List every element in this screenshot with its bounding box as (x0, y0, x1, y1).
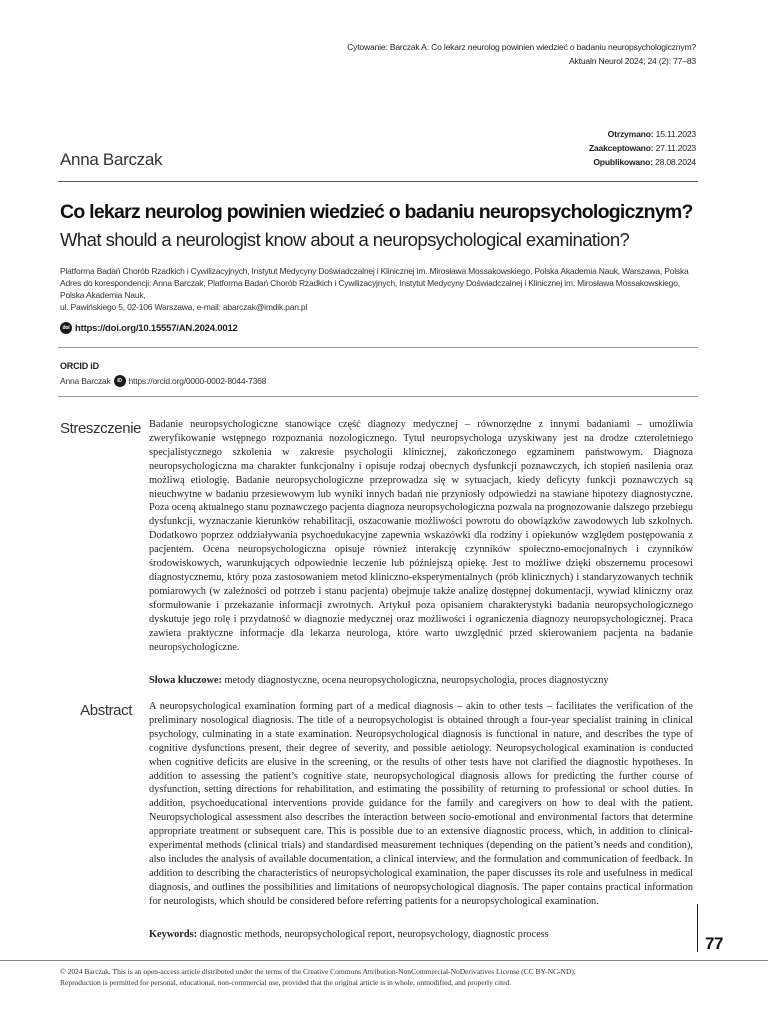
citation-line: Cytowanie: Barczak A: Co lekarz neurolog powinien wiedzieć o badaniu neuropsychologicznym? (347, 42, 696, 52)
keywords-english-label: Keywords: (149, 929, 198, 940)
orcid-author: Anna Barczak (60, 376, 111, 386)
doi-icon: doi (60, 322, 72, 334)
streszczenie-label: Streszczenie (60, 420, 142, 437)
keywords-polish-list: metody diagnostyczne, ocena neuropsychologiczna, neuropsychologia, proces diagnostyczny (224, 675, 609, 686)
doi-link[interactable]: https://doi.org/10.15557/AN.2024.0012 (75, 322, 238, 334)
license-line: Reproduction is permitted for personal, educational, non-commercial use, provided that the original article is in whole, unmodified, and properly cited. (60, 978, 512, 987)
keywords-english (149, 928, 693, 941)
title-english: What should a neurologist know about a neuropsychological examination? (60, 229, 630, 250)
keywords-polish-label: Słowa kluczowe: (149, 675, 222, 686)
article-dates (589, 127, 696, 169)
keywords-polish (149, 674, 693, 687)
accepted-date: Zaakceptowano: 27.11.2023 (588, 143, 696, 153)
orcid-link[interactable]: https://orcid.org/0000-0002-8044-7368 (128, 376, 267, 386)
abstract-label: Abstract (80, 702, 132, 719)
orcid-heading: ORCID iD (60, 361, 99, 371)
license-line: © 2024 Barczak. This is an open-access article distributed under the terms of the Creative Commons Attribution-NonCommercial-NoDerivatives License (CC BY-NC-ND). (60, 967, 576, 976)
orcid-icon: iD (114, 375, 126, 387)
affiliation-block (60, 265, 700, 313)
footer-divider (0, 960, 768, 961)
correspondence-line: Adres do korespondencji: Anna Barczak, Platforma Badań Chorób Rzadkich i Cywilizacyjnych, Instytut Medycyny Doświadczalnej i Klinicznej im. Mirosława Mossakowskiego, Polska Akademia Nauk, (60, 278, 680, 300)
doi-row (60, 322, 238, 334)
author-name: Anna Barczak (60, 150, 163, 169)
address-line: ul. Pawińskiego 5, 02-106 Warszawa, e-mail: abarczak@imdik.pan.pl (60, 302, 308, 312)
streszczenie-text: Badanie neuropsychologiczne stanowiące część diagnozy medycznej – równorzędne z innymi badaniami – umożliwia zweryfikowanie wstępnego rozpoznania nozologicznego. Tytuł neuropsychologa uzyskiwany jest na drodze czteroletniego specjalistycznego szkolenia w zakresie psychologii klinicznej, zakończonego egzaminem państwowym. Diagnoza neuropsychologiczna ma charakter funkcjonalny i opisuje rodzaj obecnych dysfunkcji poznawczych, ich stopień nasilenia oraz możliwą etiologię. Badanie neuropsychologiczne przeprowadza się w sytuacjach, kiedy deficyty funkcji poznawczych są nieuchwytne w badaniu przesiewowym lub wyniki innych badań nie przyniosły odpowiedzi na stawiane hipotezy diagnostyczne. Poza oceną aktualnego stanu poznawczego pacjenta diagnoza neuropsychologiczna pozwala na prognozowanie dalszego przebiegu dysfunkcji, wyznaczanie kierunków rehabilitacji, oszacowanie możliwości powrotu do obowiązków zawodowych lub szkolnych. Dodatkowo poprzez oddziaływania psychoedukacyjne zapewnia wskazówki dla rodziny i opiekunów względem postępowania z pacjentem. Ocena neuropsychologiczna opisuje również interakcję czynników społeczno-emocjonalnych i czynników środowiskowych, warunkujących odpowiednie leczenie lub późniejszą opiekę. Jest to możliwe dzięki obszernemu procesowi diagnostycznemu, który poza zastosowaniem metod kliniczno-eksperymentalnych (prób klinicznych) i standaryzowanych technik pomiarowych (w zależności od potrzeb i stanu pacjenta) obejmuje także analizę dostępnej dokumentacji, wywiad kliniczny oraz sformułowanie i przekazanie informacji zwrotnych. Artykuł poza opisaniem charakterystyki badania neuropsychologicznego dyskutuje jego rolę i przydatność w diagnozie medycznej oraz możliwości i ograniczenia diagnozy neuropsychologicznej. Praca zawiera praktyczne informacje dla lekarza neurologa, które warto uwzględnić przed skierowaniem pacjenta na badanie neuropsychologiczne. (149, 419, 693, 653)
doi-divider (58, 347, 698, 348)
page-number-rule (697, 904, 698, 952)
license-text (60, 966, 710, 988)
page-number: 77 (705, 934, 723, 953)
affiliation-line: Platforma Badań Chorób Rzadkich i Cywilizacyjnych, Instytut Medycyny Doświadczalnej i Klinicznej im. Mirosława Mossakowskiego, Polska Akademia Nauk, Warszawa, Polska (60, 266, 689, 276)
header-divider (58, 181, 698, 182)
keywords-english-list: diagnostic methods, neuropsychological report, neuropsychology, diagnostic process (199, 929, 549, 940)
abstract-text: A neuropsychological examination forming part of a medical diagnosis – akin to other tests – facilitates the verification of the preliminary nosological diagnosis. The title of a neuropsychologist is obtained through a four-year specialist training in clinical psychology, culminating in a state examination. Neuropsychological diagnosis is functional in nature, and describes the type of cognitive dysfunctions present, their degree of severity, and possible aetiology. Neuropsychological examination is conducted when cognitive deficits are elusive in the screening, or the results of other tests have not clarified the diagnostic hypotheses. In addition to assessing the patient’s cognitive state, neuropsychological diagnosis allows for predicting the further course of dysfunction, setting directions for rehabilitation, and estimating the possibility of returning to professional or school duties. In addition, psychoeducational interventions provide guidance for the family and caregivers on how to deal with the patient. Neuropsychological assessment also describes the interaction between socio-emotional and environmental factors that determine appropriate treatment or subsequent care. This is possible due to an extensive diagnostic process, which, in addition to clinical-experimental methods (clinical trials) and standardised measurement techniques (depending on the patient’s needs and condition), also includes the analysis of available documentation, a clinical interview, and the formulation and communication of feedback. In addition to describing the characteristics of neuropsychological examination, the paper discusses its role and usefulness in medical diagnosis, and outlines the possibilities and limitations of neuropsychological diagnosis. The paper contains practical information for neurologists, which should be considered before referring patients for a neuropsychological examination. (149, 701, 693, 907)
orcid-divider (58, 396, 698, 397)
journal-reference: Aktualn Neurol 2024; 24 (2): 77–83 (569, 56, 696, 66)
orcid-row (60, 375, 266, 387)
received-date: Otrzymano: 15.11.2023 (607, 129, 696, 139)
published-date: Opublikowano: 28.08.2024 (593, 157, 696, 167)
title-polish: Co lekarz neurolog powinien wiedzieć o badaniu neuropsychologicznym? (60, 201, 693, 223)
citation-block (347, 40, 696, 68)
